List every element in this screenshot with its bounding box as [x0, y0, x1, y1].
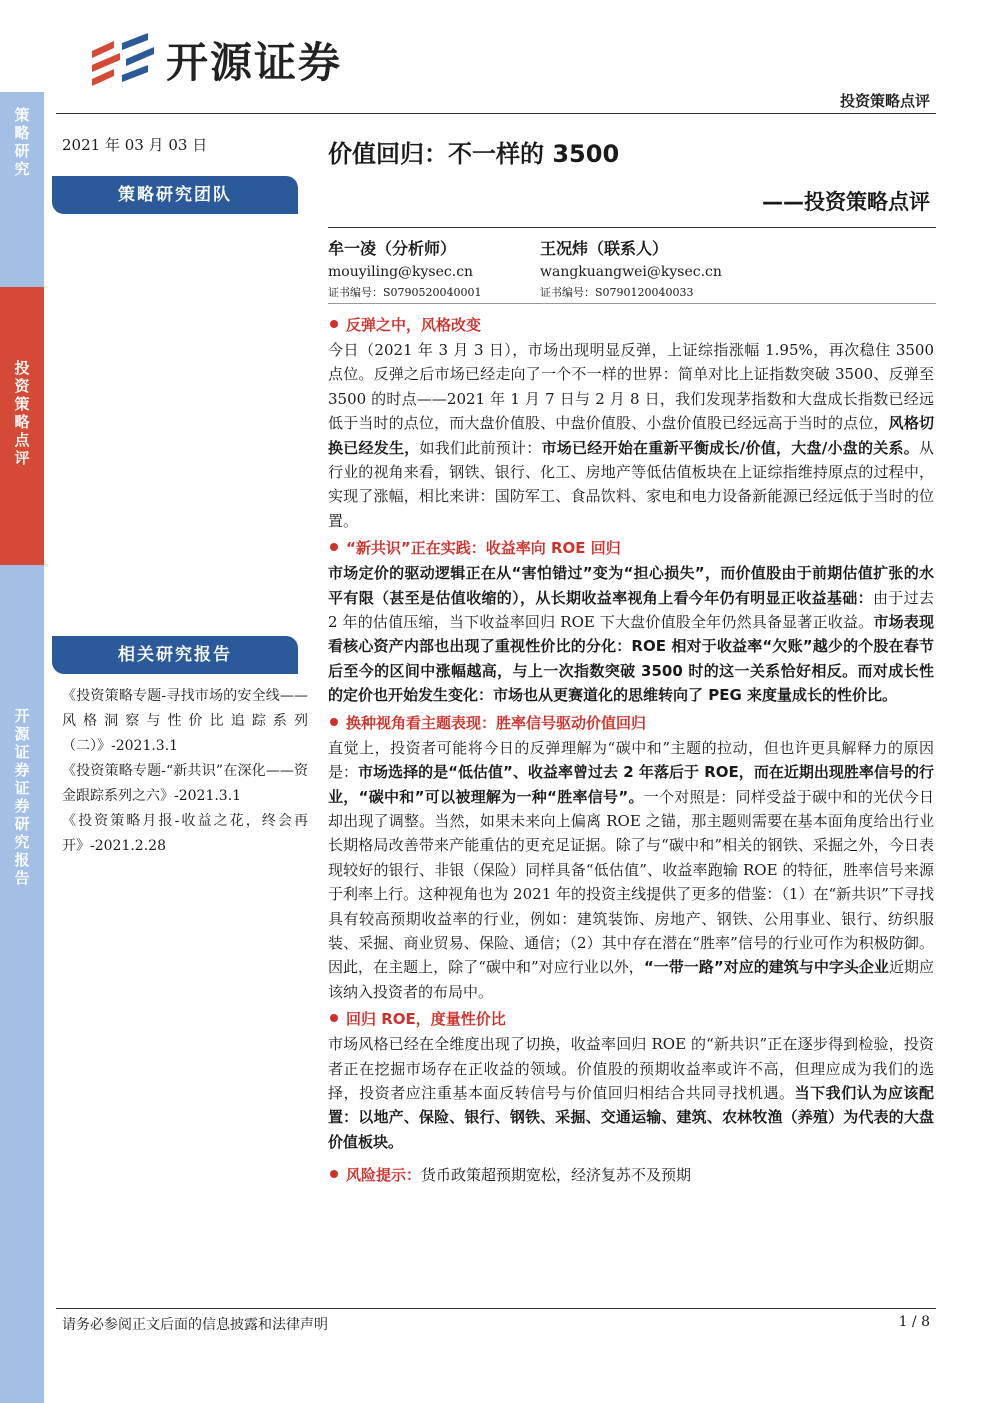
text-run-bold: 市场选择的是“低估值”、收益率曾过去 2 年落后于 ROE，而在近期出现胜率信号的行业，“碳中和”可以被理解为一种“胜率信号”。	[328, 763, 934, 806]
text-run: 如我们此前预计：	[419, 438, 542, 457]
header-tag: 投资策略点评	[839, 92, 930, 110]
side-strip-top	[0, 92, 44, 287]
analyst-email[interactable]: mouyiling@kysec.cn	[328, 264, 474, 280]
side-strip-bottom-text: 开源证券 证券研究报告	[14, 707, 30, 887]
text-run: 由于过去 2 年的估值压缩，当下收益率回归 ROE 下大盘价值股全年仍然具备显著正收益。	[328, 588, 934, 632]
side-strip-middle-text: 投资策略点评	[14, 359, 30, 467]
section	[328, 1006, 934, 1154]
section-title	[328, 1006, 934, 1032]
section-paragraph	[328, 736, 934, 1004]
footer-divider	[56, 1308, 936, 1309]
related-reports-banner: 相关研究报告	[52, 636, 298, 674]
page-subtitle: ——投资策略点评	[762, 190, 930, 214]
related-report-item[interactable]: 《投资策略专题-“新共识”在深化——资金跟踪系列之六》-2021.3.1	[62, 763, 308, 804]
text-run-bold: “一带一路”对应的建筑与中字头企业	[643, 958, 889, 977]
bullet-icon	[330, 1170, 338, 1178]
side-strip-top-text: 策略研究	[14, 106, 30, 178]
title-divider	[328, 227, 936, 228]
side-strip-middle	[0, 287, 44, 565]
text-run: 一个对照是：同样受益于碳中和的光伏今日却出现了调整。当然，如果未来向上偏离 ROE 之锚，那主题则需要在基本面角度给出行业长期格局改善带来产能重估的更充足证据。除了与“碳中和”相关的钢铁、采掘之外，今日表现较好的银行、非银（保险）同样具备“低估值”、收益率跑输 ROE 的特征，胜率信号来源于利率上行。这种视角也为 2021 年的投资主线提供了更多的借鉴：（1）在“新共识”下寻找具有较高预期收益率的行业，例如：建筑装饰、房地产、钢铁、公用事业、银行、纺织服装、采掘、商业贸易、保险、通信；（2）其中存在潜在“胜率”信号的行业可作为积极防御。因此，在主题上，除了“碳中和”对应行业以外，	[328, 787, 934, 977]
bullet-icon	[330, 1014, 338, 1022]
footer-disclaimer: 请务必参阅正文后面的信息披露和法律声明	[62, 1317, 328, 1333]
text-run: 今日（2021 年 3 月 3 日），市场出现明显反弹，上证综指涨幅 1.95%，再次稳住 3500 点位。反弹之后市场已经走向了一个不一样的世界：简单对比上证指数突破 3500、反弹至 3500 的时点——2021 年 1 月 7 日与 2 月 8 日，我们发现茅指数和大盘成长指数已经远低于当时的点位，而大盘价值股、中盘价值股、小盘价值股已经远高于当时的点位，	[328, 341, 934, 433]
analyst-cert: 证书编号：S0790520040001	[328, 286, 482, 299]
side-strip-bottom	[0, 565, 44, 1403]
team-banner: 策略研究团队	[52, 176, 298, 214]
brand-logo	[88, 30, 342, 90]
text-run-bold: 市场表现看核心资产内部也出现了重视性价比的分化：ROE 相对于收益率“欠账”越少的个股在春节后至今的区间中涨幅越高，与上一次指数突破 3500 时的这一关系恰好相反。而对成长性的定价也开始发生变化：市场也从更赛道化的思维转向了 PEG 来度量成长的性价比。	[328, 613, 934, 705]
text-run-bold: 当下我们认为应该配置：以地产、保险、银行、钢铁、采掘、交通运输、建筑、农林牧渔（养殖）为代表的大盘价值板块。	[328, 1083, 934, 1151]
contact-cert: 证书编号：S0790120040033	[540, 286, 694, 299]
brand-name: 开源证券	[166, 38, 343, 87]
contact-name: 王况炜（联系人）	[540, 239, 669, 258]
related-report-item[interactable]: 《投资策略专题-寻找市场的安全线——风格洞察与性价比追踪系列（二）》-2021.3.1	[62, 688, 308, 754]
section-title	[328, 710, 934, 736]
section-title-text: “新共识”正在实践：收益率向 ROE 回归	[346, 539, 621, 558]
risk-text: 货币政策超预期宽松，经济复苏不及预期	[421, 1166, 692, 1185]
bullet-icon	[330, 718, 338, 726]
section	[328, 535, 934, 707]
report-date: 2021 年 03 月 03 日	[62, 136, 208, 154]
contact-card	[540, 238, 722, 302]
text-run: 近期应该纳入投资者的布局中。	[328, 958, 934, 1001]
section-title-text: 换种视角看主题表现：胜率信号驱动价值回归	[346, 713, 647, 732]
text-run-bold: 风格切换已经发生，	[328, 414, 934, 457]
page-number: 1 / 8	[898, 1314, 930, 1330]
report-body	[328, 312, 934, 1188]
bullet-icon	[330, 543, 338, 551]
text-run: 从行业的视角来看，钢铁、银行、化工、房地产等低估值板块在上证综指维持原点的过程中，实现了涨幅，相比来讲：国防军工、食品饮料、家电和电力设备新能源已经远低于当时的位置。	[328, 438, 934, 530]
bullet-icon	[330, 320, 338, 328]
section-paragraph	[328, 338, 934, 533]
section	[328, 710, 934, 1004]
risk-note	[328, 1162, 934, 1188]
text-run-bold: 市场定价的驱动逻辑正在从“害怕错过”变为“担心损失”，而价值股由于前期估值扩张的水平有限（甚至是估值收缩的），从长期收益率视角上看今年仍有明显正收益基础：	[328, 564, 934, 607]
section-title-text: 反弹之中，风格改变	[346, 316, 482, 334]
section-title	[328, 312, 934, 338]
section-paragraph	[328, 561, 934, 707]
section-paragraph	[328, 1032, 934, 1154]
section-title	[328, 535, 934, 561]
analyst-name: 牟一凌（分析师）	[328, 239, 457, 258]
related-report-item[interactable]: 《投资策略月报-收益之花，终会再开》-2021.2.28	[62, 813, 308, 854]
brand-logo-icon	[88, 31, 158, 89]
text-run: 直觉上，投资者可能将今日的反弹理解为“碳中和”主题的拉动，但也许更具解释力的原因是：	[328, 738, 934, 782]
analyst-divider	[328, 303, 936, 304]
page-title: 价值回归：不一样的 3500	[328, 140, 620, 168]
risk-label: 风险提示：	[346, 1166, 422, 1185]
section-title-text: 回归 ROE，度量性价比	[346, 1010, 506, 1029]
section	[328, 312, 934, 533]
analyst-card	[328, 238, 482, 302]
text-run-bold: 市场已经开始在重新平衡成长/价值，大盘/小盘的关系。	[541, 438, 919, 457]
text-run: 市场风格已经在全维度出现了切换，收益率回归 ROE 的“新共识”正在逐步得到检验，投资者正在挖掘市场存在正收益的领域。价值股的预期收益率或许不高，但理应成为我们的选择，投资者应注重基本面反转信号与价值回归相结合共同寻找机遇。	[328, 1035, 934, 1102]
header-divider	[56, 113, 936, 114]
related-reports-list	[62, 684, 308, 859]
contact-email[interactable]: wangkuangwei@kysec.cn	[540, 264, 722, 280]
